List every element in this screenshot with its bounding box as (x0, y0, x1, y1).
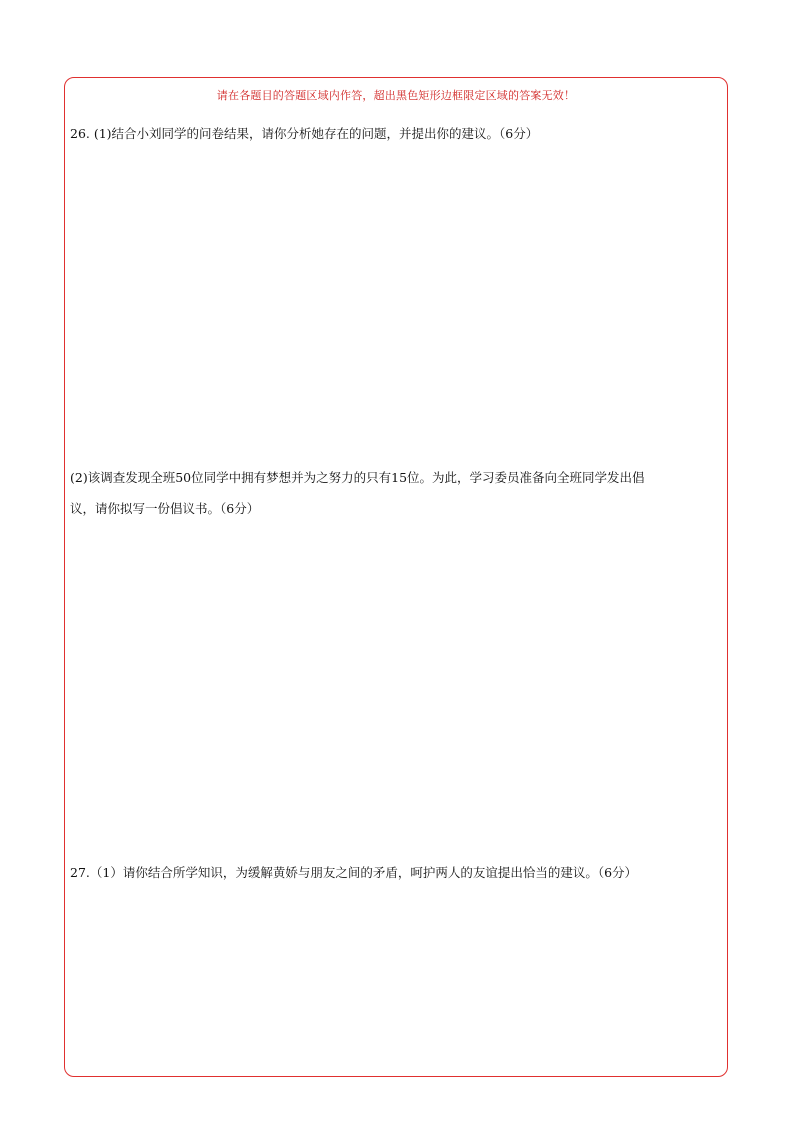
answer-area-frame (64, 77, 728, 1077)
question-26-part-2-line-2: 议，请你拟写一份倡议书。（6分） (70, 501, 260, 516)
question-27-part-1: 27.（1）请你结合所学知识，为缓解黄娇与朋友之间的矛盾，呵护两人的友谊提出恰当的建议。（6分） (70, 865, 638, 880)
question-26-part-1: 26. (1)结合小刘同学的问卷结果，请你分析她存在的问题，并提出你的建议。（6分） (70, 126, 539, 141)
question-26-part-2 (70, 462, 720, 524)
question-26-part-2-line-1: (2)该调查发现全班50位同学中拥有梦想并为之努力的只有15位。为此，学习委员准备向全班同学发出倡 (70, 470, 645, 485)
answer-area-notice: 请在各题目的答题区域内作答，超出黑色矩形边框限定区域的答案无效！ (216, 89, 576, 102)
